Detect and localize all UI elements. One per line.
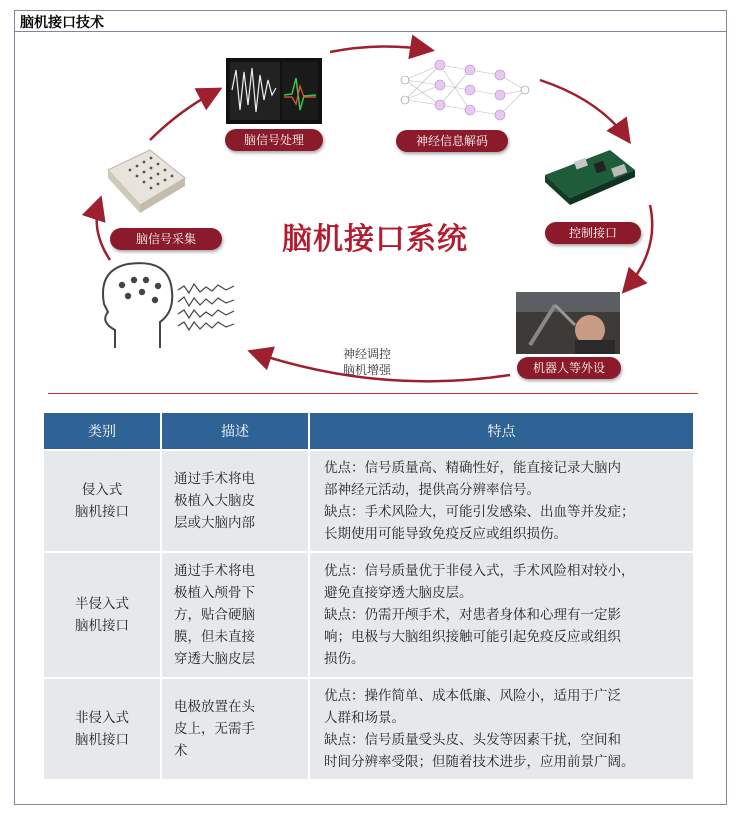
- header-category: 类别: [44, 413, 160, 449]
- step-signal-processing: 脑信号处理: [225, 129, 323, 151]
- step-control-interface: 控制接口: [545, 222, 641, 244]
- arrow-acquisition-to-processing: [150, 90, 218, 140]
- step-neural-decoding: 神经信息解码: [396, 130, 508, 152]
- table-row: [44, 553, 693, 677]
- feature-line: 部神经元活动，提供高分辨率信号。: [324, 482, 540, 498]
- description-line: 极植入颅骨下: [174, 585, 255, 601]
- feedback-label-1: 神经调控: [342, 347, 391, 361]
- row-category: [44, 451, 160, 551]
- category-line: 脑机接口: [75, 618, 129, 634]
- diagram-center-title: 脑机接口系统: [282, 222, 468, 257]
- feature-line: 损伤。: [324, 651, 365, 667]
- row-features: [310, 451, 693, 551]
- table-row: [44, 451, 693, 551]
- row-description: [162, 553, 308, 677]
- feature-line: 时间分辨率受限；但随着技术进步，应用前景广阔。: [324, 754, 635, 770]
- arrow-control-to-robot: [625, 205, 652, 290]
- control-board-image: [545, 150, 635, 205]
- category-line: 脑机接口: [75, 504, 129, 520]
- row-features: [310, 553, 693, 677]
- row-description: [162, 451, 308, 551]
- bci-types-table: [42, 411, 695, 781]
- page-title: 脑机接口技术: [20, 15, 104, 31]
- category-line: 侵入式: [81, 482, 123, 498]
- row-features: [310, 679, 693, 779]
- arrow-processing-to-decoding: [330, 46, 430, 52]
- category-line: 脑机接口: [75, 732, 129, 748]
- description-line: 膜，但未直接: [174, 629, 255, 645]
- feature-line: 长期使用可能导致免疫反应或组织损伤。: [324, 526, 567, 542]
- eeg-device-image: [108, 150, 185, 213]
- category-line: 半侵入式: [75, 596, 129, 612]
- feature-line: 缺点：手术风险大，可能引发感染、出血等并发症；: [324, 504, 635, 520]
- description-line: 穿透大脑皮层: [174, 651, 255, 667]
- description-line: 术: [174, 743, 188, 759]
- table-row: [44, 679, 693, 779]
- arrow-decoding-to-control: [540, 80, 628, 140]
- category-line: 非侵入式: [75, 710, 129, 726]
- arrow-user-to-acquisition: [97, 200, 110, 260]
- section-divider: [48, 393, 698, 394]
- description-line: 极植入大脑皮: [174, 493, 255, 509]
- feature-line: 优点：信号质量优于非侵入式，手术风险相对较小，: [324, 563, 635, 579]
- header-description: 描述: [162, 413, 308, 449]
- neural-network-image: [401, 60, 529, 120]
- robot-image: [516, 292, 620, 354]
- description-line: 通过手术将电: [174, 471, 255, 487]
- signal-processing-image: [226, 58, 322, 124]
- feature-line: 响；电极与大脑组织接触可能引起免疫反应或组织: [324, 629, 621, 645]
- feature-line: 缺点：仍需开颅手术，对患者身体和心理有一定影: [324, 607, 621, 623]
- step-signal-acquisition: 脑信号采集: [110, 228, 222, 250]
- description-line: 层或大脑内部: [174, 515, 255, 531]
- feature-line: 避免直接穿透大脑皮层。: [324, 585, 473, 601]
- feature-line: 优点：操作简单、成本低廉、风险小，适用于广泛: [324, 688, 621, 704]
- row-description: [162, 679, 308, 779]
- feature-line: 人群和场景。: [324, 710, 405, 726]
- feature-line: 缺点：信号质量受头皮、头发等因素干扰，空间和: [324, 732, 621, 748]
- description-line: 通过手术将电: [174, 563, 255, 579]
- feedback-label-2: 脑机增强: [342, 363, 391, 377]
- row-category: [44, 553, 160, 677]
- row-category: [44, 679, 160, 779]
- description-line: 皮上，无需手: [174, 721, 255, 737]
- table-header-row: [44, 413, 693, 449]
- description-line: 方，贴合硬脑: [174, 607, 255, 623]
- header-features: 特点: [310, 413, 693, 449]
- description-line: 电极放置在头: [174, 699, 255, 715]
- step-robot-peripherals: 机器人等外设: [517, 357, 621, 379]
- feature-line: 优点：信号质量高、精确性好，能直接记录大脑内: [324, 460, 621, 476]
- head-brainwave-icon: [103, 263, 234, 348]
